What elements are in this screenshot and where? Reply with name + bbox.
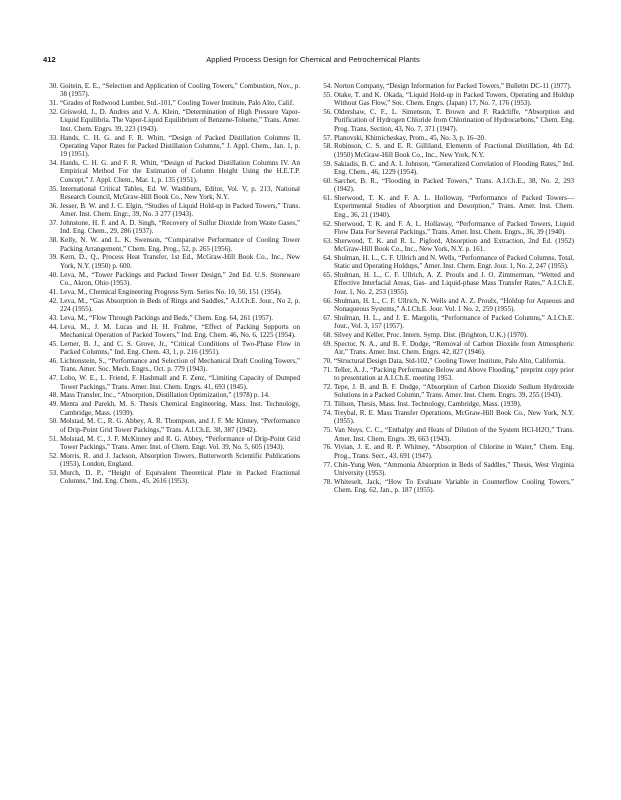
reference-text: Griswold, J., D. Andres and V. A. Klein, “Determination of High Pressure Vapor-Liquid Equilibria. The Vapor-Liquid Equilibrium of Benzene-Toluene,” Trans. Amer. Inst. Chem. Engrs. 39, 223 (1943). [60,108,300,133]
reference-item [47,417,300,434]
reference-number: 74. [323,409,332,418]
reference-item [47,219,300,236]
reference-item [321,443,574,460]
reference-text: Robinson, C. S. and E. R. Gilliland, Elements of Fractional Distillation, 4th Ed. (1950) McGraw-Hill Book Co., Inc., New York, N.Y. [334,142,574,159]
reference-text: Treybal, R. E. Mass Transfer Operations, McGraw-Hill Book Co., New York, N.Y. (1955). [334,409,574,426]
reference-item [47,253,300,270]
reference-item [47,202,300,219]
reference-number: 69. [323,339,332,348]
reference-text: Teller, A. J., “Packing Performance Below and Above Flooding,” preprint copy prior to presentation at A.I.Ch.E. meeting 1953. [334,365,574,383]
reference-number: 53. [49,468,58,477]
reference-number: 40. [49,270,58,279]
reference-text: Planovski, Khimicheskay, Prom., 45, No. 3, p. 16–20. [334,133,486,142]
reference-text: Sakiadis, B. C. and A. I. Johnson, “Generalized Correlation of Flooding Rates,” Ind. Eng. Chem., 46, 1229 (1954). [334,159,574,176]
reference-text: Spector, N. A., and B. F. Dodge, “Removal of Carbon Dioxide from Atmospheric Air,” Trans. Amer. Inst. Chem. Engrs. 42, 827 (1946). [334,339,574,357]
reference-number: 77. [323,460,332,469]
reference-text: “Structural Design Data, Std-102,” Cooling Tower Institute, Palo Alto, California. [334,357,566,365]
reference-number: 52. [49,451,58,460]
reference-number: 68. [323,330,332,339]
reference-item [47,435,300,452]
reference-text: International Critical Tables, Ed. W. Washburn, Editor, Vol. V, p. 213, National Research Council, McGraw-Hill Book Co., New York, N.Y. [60,184,300,201]
reference-text: Norton Company, “Design Information for Packed Towers,” Bulletin DC-11 (1977). [334,82,572,90]
reference-item [321,383,574,400]
reference-item [47,99,300,107]
reference-item [321,331,574,339]
page-header [43,55,583,67]
reference-text: Kelly, N. W. and L. K. Swenson, “Comparative Performance of Cooling Tower Packing Arrangement,” Chem. Eng. Prog., 52, p. 265 (1956). [60,236,300,253]
reference-text: Tepe, J. B. and B. F. Dodge, “Absorption of Carbon Dioxide Sodium Hydroxide Solutions in a Packed Column,” Trans. Amer. Inst. Chem. Engrs. 39, 255 (1943). [334,383,574,400]
reference-number: 60. [323,176,332,185]
reference-number: 47. [49,374,58,383]
reference-text: Morris, R. and J. Jackson, Absorption Towers, Butterworth Scientific Publications (1953), London, England. [60,451,300,469]
reference-number: 45. [49,339,58,348]
reference-number: 72. [323,383,332,392]
references-right-column [321,82,574,495]
reference-item [321,340,574,357]
reference-text: Sherwood, T. K. and F. A. L. Holloway, “Performance of Packed Towers—Experimental Studies of Absorption and Desorption,” Trans. Amer. Inst. Chem. Eng., 36, 21 (1940). [334,193,574,219]
reference-text: Whiteselt, Jack, “How To Evaluate Variable in Counterflow Cooling Towers,” Chem. Eng. 62, Jan., p. 187 (1955). [334,477,574,495]
reference-item [321,366,574,383]
reference-text: Silvey and Keller, Proc. Intern. Symp. Dist. (Brighton, U.K.) (1970). [334,330,528,339]
reference-number: 31. [49,99,58,108]
reference-item [321,91,574,108]
reference-item [321,194,574,219]
reference-text: Leva, M., Chemical Engineering Progress Sym. Series No. 10, 50, 151 (1954). [60,287,282,296]
reference-item [47,288,300,296]
reference-item [321,426,574,443]
reference-item [321,108,574,133]
reference-text: Otake, T. and K. Okada, “Liquid Hold-up in Packed Towers, Operating and Holdup Without Gas Flow,” Soc. Chem. Engrs. (Japan) 17, No. 7, 176 (1953). [334,90,574,108]
reference-number: 76. [323,443,332,452]
reference-text: Leva, M., J. M. Lucas and H. H. Frahme, “Effect of Packing Supports on Mechanical Operation of Packed Towers,” Ind. Eng. Chem. 46, No. 6, 1225 (1954). [60,322,300,339]
reference-number: 67. [323,313,332,322]
reference-number: 56. [323,108,332,117]
reference-item [321,142,574,159]
reference-item [321,237,574,254]
reference-item [47,357,300,374]
reference-number: 39. [49,253,58,262]
reference-text: Leva, M., “Gas Absorption in Beds of Rings and Saddles,” A.I.Ch.E. Jour., No 2, p. 224 (1955). [60,296,300,313]
reference-item [47,391,300,399]
reference-number: 55. [323,90,332,99]
reference-number: 63. [323,236,332,245]
reference-text: Mass Transfer, Inc., “Absorption, Distillation Optimization,” (1978) p. 14. [60,391,270,400]
reference-item [47,271,300,288]
reference-item [321,400,574,408]
reference-text: Molstad, M. C., R. G. Abbey, A. R. Thompson, and J. F. Mc Kinney, “Performance of Drip-Point Grid Tower Packings,” Trans. A.I.Ch.E. 38, 387 (1942). [60,417,300,434]
reference-text: Murch, D. P., “Height of Equivalent Theoretical Plate in Packed Fractional Columns,” Ind. Eng. Chem., 45, 2616 (1953). [60,468,300,486]
reference-number: 49. [49,400,58,409]
reference-number: 35. [49,184,58,193]
reference-number: 34. [49,159,58,168]
reference-item [47,469,300,486]
reference-item [321,160,574,177]
reference-item [47,159,300,184]
reference-text: Hands, C. H. G. and F. R. Whitt, “Design of Packed Distillation Columns II, Operating Vapor Rates for Packed Distillation Columns,” J. Appl. Chem., Jan. 1, p. 19 (1951). [60,133,300,159]
reference-text: Menta and Parekh, M. S. Thesis Chemical Engineering, Mass. Inst. Technology, Cambridge, Mass. (1939). [60,400,300,417]
reference-number: 43. [49,313,58,322]
reference-text: Shulman, H. L., C. F. Ullrich, N. Wells and A. Z. Proulx, “Holdup for Aqueous and Nonaqueous Systems,” A.I.Ch.E. Jour. Vol. 1 No. 2, 259 (1955). [334,296,574,313]
reference-item [321,134,574,142]
reference-item [47,323,300,340]
reference-text: Leva, M., “Tower Packings and Packed Tower Design,” 2nd Ed. U.S. Stoneware Co., Akron, Ohio (1953). [60,270,300,287]
reference-text: Lerner, B. J., and C. S. Grove, Jr., “Critical Conditions of Two-Phase Flow in Packed Columns,” Ind. Eng. Chem. 43, 1, p. 216 (1951). [60,339,300,357]
reference-number: 75. [323,426,332,435]
reference-item [47,185,300,202]
reference-number: 59. [323,159,332,168]
reference-text: Sherwood, T. K. and R. L. Pigford, Absorption and Extraction, 2nd Ed. (1952) McGraw-Hill Book Co., Inc., New York, N.Y. p. 161. [334,236,574,254]
reference-item [321,82,574,90]
reference-item [47,108,300,133]
reference-text: Kern, D., Q., Process Heat Transfer, 1st Ed., McGraw-Hill Book Co., Inc., New York, N.Y. (1950) p. 600. [60,253,300,270]
reference-number: 57. [323,133,332,142]
reference-item [47,374,300,391]
reference-item [321,220,574,237]
reference-number: 32. [49,108,58,117]
reference-item [321,271,574,296]
reference-text: Lobo, W. E., L. Friend, F. Hashmall and F. Zenz, “Limiting Capacity of Dumped Tower Packings,” Trans. Amer. Inst. Chem. Engrs. 41, 693 (1945). [60,374,300,391]
reference-text: “Grades of Redwood Lumber, Std.-101,” Cooling Tower Institute, Palo Alto, Calif. [60,99,294,108]
page-number: 412 [43,55,56,64]
reference-number: 30. [49,82,58,90]
reference-number: 38. [49,236,58,245]
reference-number: 37. [49,219,58,227]
reference-number: 64. [323,253,332,262]
reference-item [321,357,574,365]
reference-number: 50. [49,417,58,426]
reference-item [47,134,300,159]
reference-item [321,461,574,478]
reference-text: Oldershaw, C. F., L. Simenson, T. Brown and F. Radcliffe, “Absorption and Purification of Hydrogen Chloride from Chlorination of Hydrocarbons,” Chem. Eng. Prog. Trans. Section, 43, No. 7, 371 (1947). [334,108,574,133]
reference-text: Van Nuys, C. C., “Enthalpy and Heats of Dilution of the System HCl-H2O,” Trans. Amer. Inst. Chem. Engrs. 39, 663 (1943). [334,426,574,443]
reference-text: Shulman, H. L., and J. E. Margolis, “Performance of Packed Columns,” A.I.Ch.E. Jour., Vol. 3, 157 (1957). [334,313,574,331]
reference-item [321,314,574,331]
reference-item [47,452,300,469]
reference-number: 48. [49,391,58,400]
reference-number: 65. [323,271,332,280]
reference-number: 62. [323,219,332,228]
reference-item [321,478,574,495]
reference-number: 44. [49,322,58,331]
running-title: Applied Process Design for Chemical and Petrochemical Plants [206,55,420,64]
reference-item [321,254,574,271]
reference-item [321,297,574,314]
reference-number: 36. [49,201,58,210]
reference-text: Lichtenstein, S., “Performance and Selection of Mechanical Draft Cooling Towers,” Trans. Amer. Soc. Mech. Engrs., Oct. p. 779 (1943). [60,357,300,374]
reference-text: Chin-Yung Wen, “Ammonia Absorption in Beds of Saddles,” Thesis, West Virginia University (1953). [334,460,574,477]
reference-item [47,82,300,99]
reference-number: 66. [323,296,332,305]
reference-text: Tillson, Thesis, Mass. Inst. Technology, Cambridge, Mass. (1939). [334,400,522,409]
reference-text: Jesser, B. W. and J. C. Elgin, “Studies of Liquid Hold-up in Packed Towers,” Trans. Amer. Inst. Chem. Engr., 39, No. 3 277 (1943). [60,201,300,219]
reference-text: Sarchet, B. R., “Flooding in Packed Towers,” Trans. A.I.Ch.E., 38, No. 2, 293 (1942). [334,176,574,194]
reference-number: 41. [49,287,58,296]
reference-item [47,236,300,253]
reference-number: 73. [323,400,332,409]
reference-number: 78. [323,477,332,486]
reference-item [47,314,300,322]
reference-text: Sherwood, T. K. and F. A. L. Hollaway, “Performance of Packed Towers, Liquid Flow Data For Several Packings,” Trans. Amer. Inst. Chem. Engrs., 36, 39 (1940). [334,219,574,236]
reference-item [47,340,300,357]
reference-text: Hands, C. H. G. and F. R. Whitt, “Design of Packed Distillation Columns IV. An Empirical Method For the Estimation of Column Height Using the H.E.T.P. Concept,” J. Appl. Chem., Mar. 1, p. 135 (1951). [60,159,300,184]
reference-number: 33. [49,133,58,142]
references-left-column [47,82,300,486]
reference-text: Johnstone, H. F. and A. D. Singh, “Recovery of Sulfur Dioxide from Waste Gases,” Ind. Eng. Chem., 29, 286 (1937). [60,219,300,236]
reference-number: 54. [323,82,332,90]
reference-text: Shulman, H. L., C. F. Ullrich, A. Z. Proulx and J. O. Zimmerman, “Wetted and Effective Interfacial Areas, Gas- and Liquid-phase Mass Transfer Rates,” A.I.Ch.E. Jour. 1, No. 2, 253 (1955). [334,271,574,296]
reference-item [321,177,574,194]
reference-number: 46. [49,357,58,365]
reference-item [47,400,300,417]
reference-number: 61. [323,193,332,202]
reference-number: 70. [323,357,332,365]
reference-item [321,409,574,426]
reference-number: 51. [49,434,58,443]
reference-item [47,297,300,314]
reference-number: 58. [323,142,332,151]
reference-text: Shulman, H. L., C. F. Ullrich and N. Wells, “Performance of Packed Columns, Total, Static and Operating Holdups,” Amer. Inst. Chem. Engr. Jour. 1, No. 2, 247 (1955). [334,253,574,271]
reference-text: Molstad, M. C., J. F. McKinney and R. G. Abbey, “Performance of Drip-Point Grid Tower Packings,” Trans. Amer. Inst. of Chem. Engr. Vol. 39, No. 5, 605 (1943). [60,434,300,451]
reference-number: 42. [49,296,58,305]
reference-text: Vivian, J. E. and R. P. Whitney, “Absorption of Chlorine in Water,” Chem. Eng. Prog., Trans. Sect., 43, 691 (1947). [334,443,574,460]
reference-text: Leva, M., “Flow Through Packings and Beds,” Chem. Eng. 64, 261 (1957). [60,313,274,322]
reference-number: 71. [323,365,332,374]
reference-text: Goitein, E. E., “Selection and Application of Cooling Towers,” Combustion, Nov., p. 38 (1957). [60,82,300,99]
